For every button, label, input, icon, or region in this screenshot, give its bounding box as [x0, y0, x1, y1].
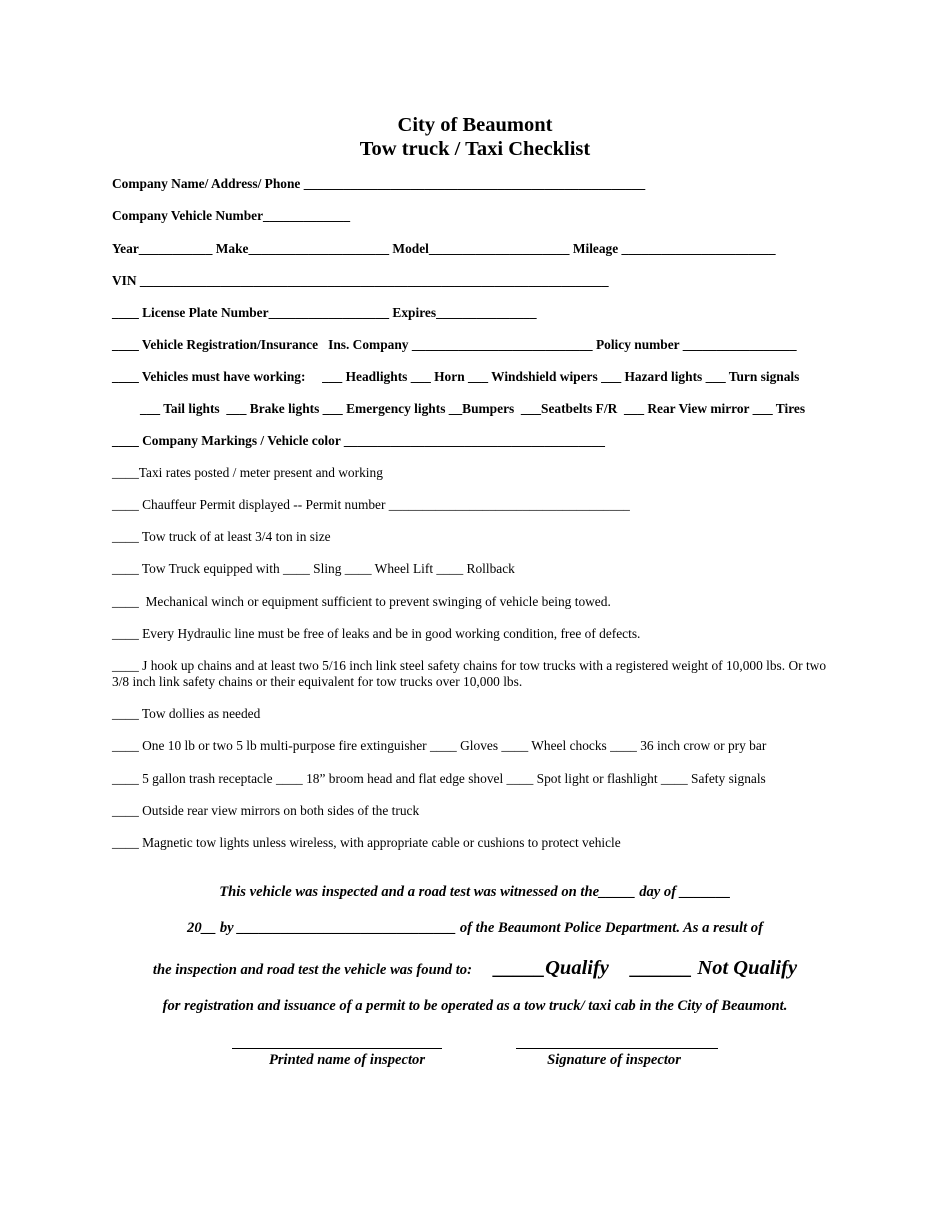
checklist-item-magnetic-lights[interactable]: ____ Magnetic tow lights unless wireless, with appropriate cable or cushions to protect vehicle: [112, 835, 621, 850]
checklist-item-taxi-rates[interactable]: ____Taxi rates posted / meter present and working: [112, 465, 383, 480]
checklist-item-mirrors[interactable]: ____ Outside rear view mirrors on both sides of the truck: [112, 803, 420, 818]
checklist-item-hydraulic[interactable]: ____ Every Hydraulic line must be free of leaks and be in good working condition, free of defects.: [112, 626, 641, 641]
certification-line-2[interactable]: 20__ by ______________________________ of the Beaumont Police Department. As a result of: [187, 920, 763, 936]
checklist-item-chauffeur-permit[interactable]: ____ Chauffeur Permit displayed -- Permit number ____________________________________: [112, 497, 630, 512]
certification-line-3: [0, 955, 950, 983]
checklist-item-tow-size[interactable]: ____ Tow truck of at least 3/4 ton in size: [112, 529, 331, 544]
company-field[interactable]: Company Name/ Address/ Phone ___________________________________________________: [112, 176, 646, 191]
qualify-option[interactable]: _____Qualify: [493, 957, 609, 979]
checklist-item-extinguisher[interactable]: ____ One 10 lb or two 5 lb multi-purpose fire extinguisher ____ Gloves ____ Wheel chocks ____ 36 inch crow or pry bar: [112, 738, 767, 753]
checklist-item-j-hook[interactable]: ____ J hook up chains and at least two 5/16 inch link steel safety chains for tow trucks with a registered weight of 10,000 lbs. Or two 3/8 inch link safety chains or their equivalent for tow trucks over 10,000 lbs.: [112, 658, 827, 689]
title-line-1: City of Beaumont: [397, 114, 553, 136]
printed-name-label: Printed name of inspector: [268, 1052, 426, 1068]
year-make-model-mileage-field[interactable]: Year___________ Make_____________________ Model_____________________ Mileage _______________________: [112, 241, 776, 256]
working-items-row-1[interactable]: ____ Vehicles must have working: ___ Headlights ___ Horn ___ Windshield wipers ___ Hazard lights ___ Turn signals: [112, 369, 800, 384]
license-plate-field[interactable]: ____ License Plate Number__________________ Expires_______________: [112, 305, 537, 320]
checklist-item-tow-equipped[interactable]: ____ Tow Truck equipped with ____ Sling ____ Wheel Lift ____ Rollback: [112, 561, 515, 576]
vehicle-number-field[interactable]: Company Vehicle Number_____________: [112, 208, 351, 223]
checklist-item-winch[interactable]: ____ Mechanical winch or equipment sufficient to prevent swinging of vehicle being towed.: [112, 594, 611, 609]
markings-color-field[interactable]: ____ Company Markings / Vehicle color _______________________________________: [112, 433, 605, 448]
printed-name-line[interactable]: [232, 1048, 442, 1049]
title-line-2: Tow truck / Taxi Checklist: [359, 138, 591, 160]
registration-insurance-field[interactable]: ____ Vehicle Registration/Insurance Ins. Company ___________________________ Policy number _________________: [112, 337, 797, 352]
working-items-row-2[interactable]: ___ Tail lights ___ Brake lights ___ Emergency lights __Bumpers ___Seatbelts F/R ___ Rear View mirror ___ Tires: [140, 401, 806, 416]
signature-label: Signature of inspector: [547, 1052, 681, 1068]
certification-line-3-prefix: the inspection and road test the vehicle was found to:: [152, 962, 472, 978]
vin-field[interactable]: VIN ______________________________________________________________________: [112, 273, 609, 288]
checklist-item-trash[interactable]: ____ 5 gallon trash receptacle ____ 18” broom head and flat edge shovel ____ Spot light or flashlight ____ Safety signals: [112, 771, 766, 786]
certification-line-1[interactable]: This vehicle was inspected and a road test was witnessed on the_____ day of _______: [219, 884, 731, 900]
signature-line[interactable]: [516, 1048, 718, 1049]
not-qualify-option[interactable]: ______ Not Qualify: [630, 957, 798, 979]
checklist-item-dollies[interactable]: ____ Tow dollies as needed: [112, 706, 261, 721]
certification-line-4: for registration and issuance of a permit to be operated as a tow truck/ taxi cab in the City of Beaumont.: [162, 998, 788, 1014]
